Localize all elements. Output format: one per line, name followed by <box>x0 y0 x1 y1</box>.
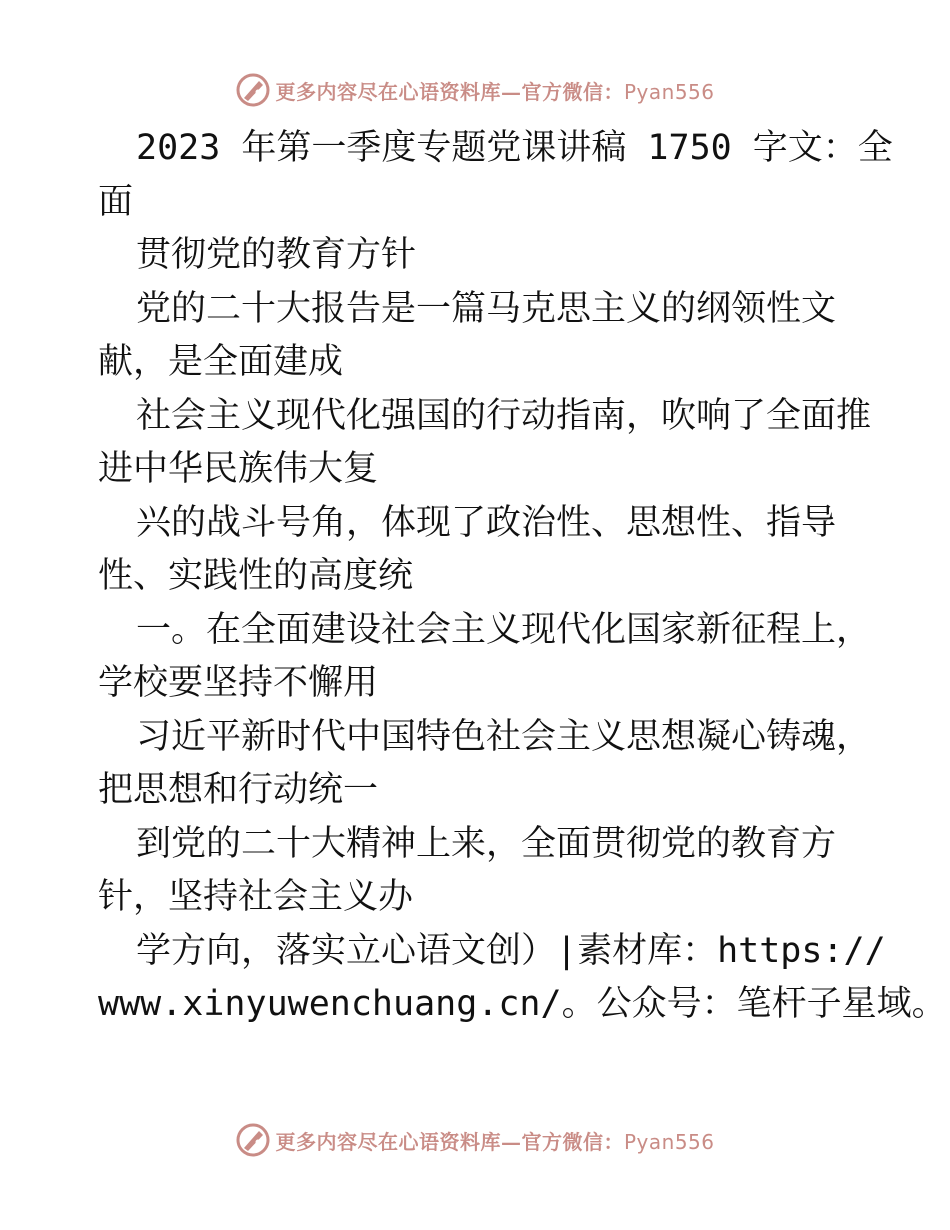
pen-logo-icon <box>235 1122 271 1158</box>
header-watermark <box>0 70 950 110</box>
text-line: 性、实践性的高度统 <box>98 556 414 596</box>
text-line: 面 <box>98 181 134 222</box>
document-body <box>98 122 947 1032</box>
text-line: 社会主义现代化强国的行动指南，吹响了全面推 <box>136 395 872 436</box>
text-line: 把思想和行动统一 <box>98 770 379 810</box>
pen-logo-icon <box>235 72 271 108</box>
text-line: 针，坚持社会主义办 <box>98 877 414 917</box>
text-line: www.xinyuwenchuang.cn/。公众号：笔杆子星域。 <box>98 984 947 1024</box>
text-line: 贯彻党的教育方针 <box>136 235 417 275</box>
text-line: 学校要坚持不懈用 <box>98 663 379 703</box>
text-line: 兴的战斗号角，体现了政治性、思想性、指导 <box>136 502 837 543</box>
footer-watermark <box>0 1120 950 1160</box>
watermark-text: 更多内容尽在心语资料库—官方微信：Pyan556 <box>275 79 715 104</box>
watermark-text: 更多内容尽在心语资料库—官方微信：Pyan556 <box>275 1129 715 1154</box>
text-line: 到党的二十大精神上来，全面贯彻党的教育方 <box>136 823 837 864</box>
text-line: 习近平新时代中国特色社会主义思想凝心铸魂， <box>136 716 872 757</box>
text-line: 2023 年第一季度专题党课讲稿 1750 字文：全 <box>136 128 893 168</box>
text-line: 党的二十大报告是一篇马克思主义的纲领性文 <box>136 288 837 329</box>
text-line: 一。在全面建设社会主义现代化国家新征程上， <box>136 609 872 650</box>
text-line: 学方向，落实立心语文创）|素材库：https:// <box>136 930 886 971</box>
text-line: 献，是全面建成 <box>98 342 344 382</box>
text-line: 进中华民族伟大复 <box>98 449 379 489</box>
